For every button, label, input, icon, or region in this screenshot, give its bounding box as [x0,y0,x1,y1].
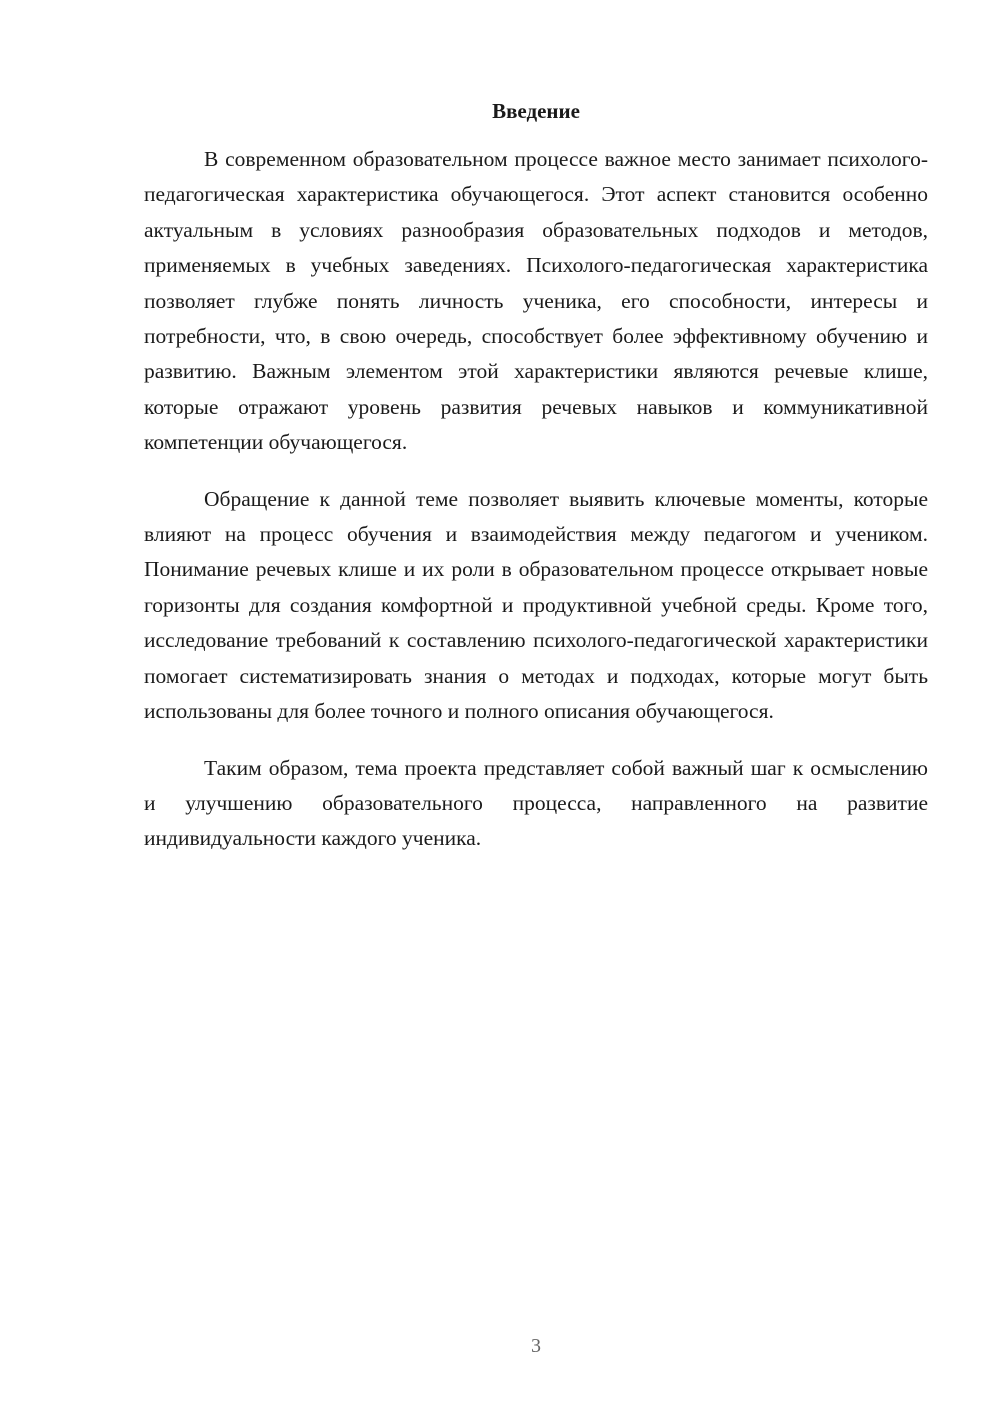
paragraph-2: Обращение к данной теме позволяет выявить ключевые моменты, которые влияют на процесс обучения и взаимодействия между педагогом и учеником. Понимание речевых клише и их роли в образовательном процессе открывает новые горизонты для создания комфортной и продуктивной учебной среды. Кроме того, исследование требований к составлению психолого-педагогической характеристики помогает систематизировать знания о методах и подходах, которые могут быть использованы для более точного и полного описания обучающегося. [144,486,928,724]
body-text [144,142,928,857]
page-number: 3 [531,1335,541,1357]
paragraph-3: Таким образом, тема проекта представляет собой важный шаг к осмыслению и улучшению образовательного процесса, направленного на развитие индивидуальности каждого ученика. [144,755,928,851]
section-title: Введение [492,99,580,123]
paragraph-1: В современном образовательном процессе важное место занимает психолого-педагогическая характеристика обучающегося. Этот аспект становится особенно актуальным в условиях разнообразия образовательных подходов и методов, применяемых в учебных заведениях. Психолого-педагогическая характеристика позволяет глубже понять личность ученика, его способности, интересы и потребности, что, в свою очередь, способствует более эффективному обучению и развитию. Важным элементом этой характеристики являются речевые клише, которые отражают уровень развития речевых навыков и коммуникативной компетенции обучающегося. [144,147,928,455]
